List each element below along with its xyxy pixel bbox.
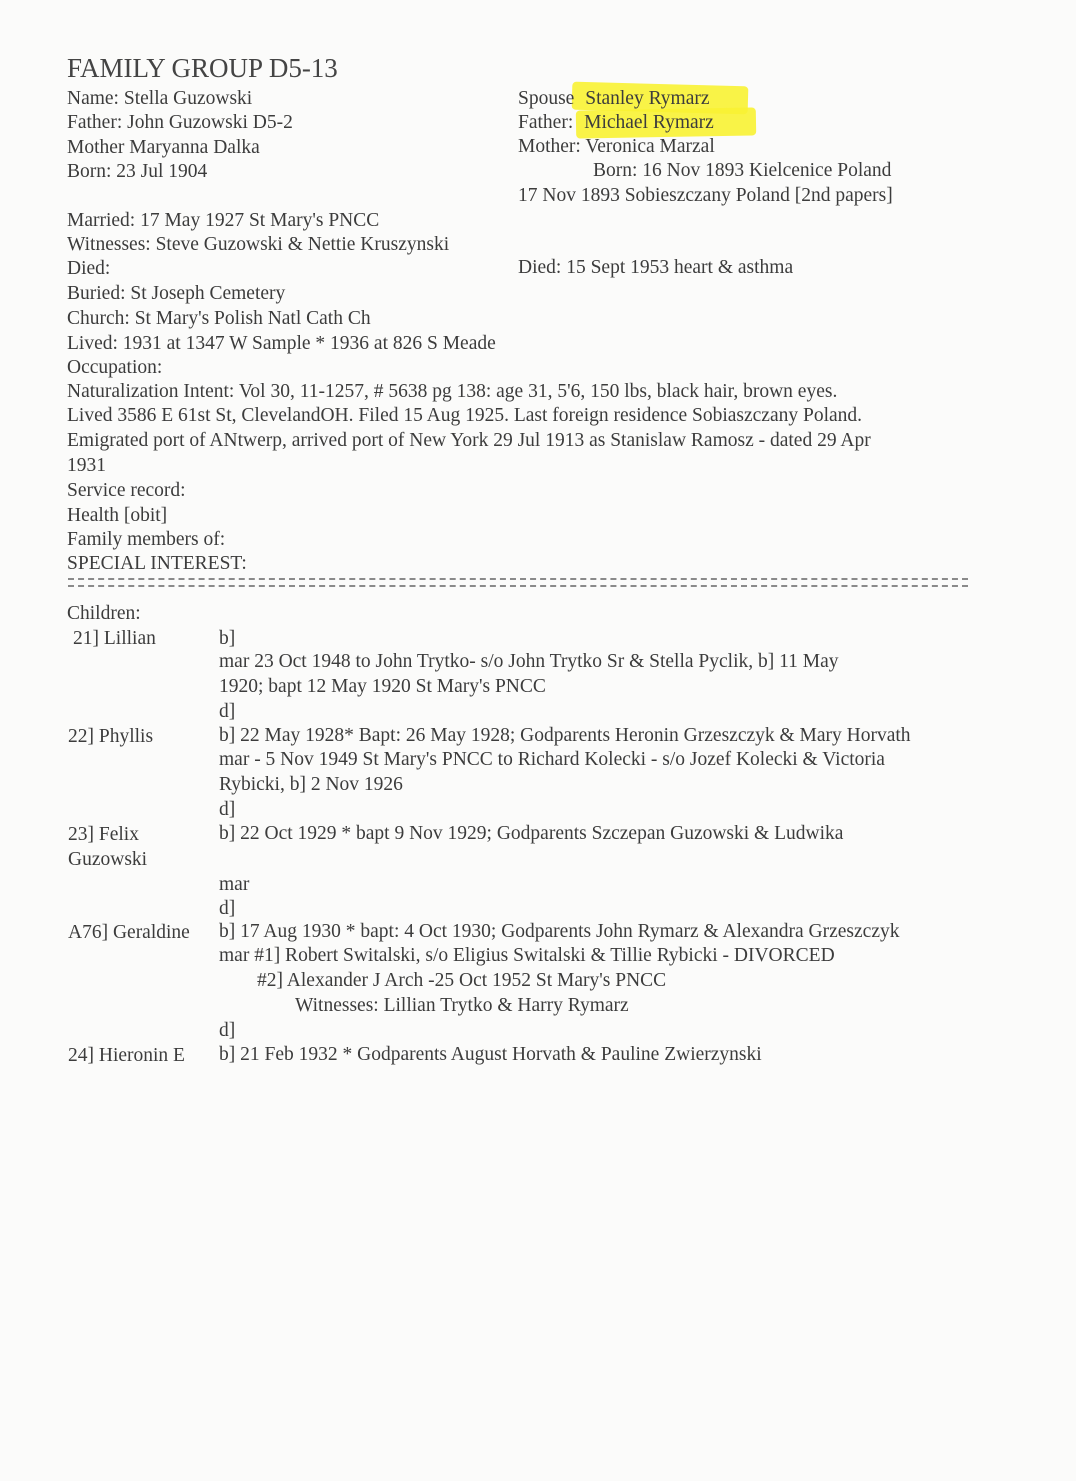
child-lillian-died: d] bbox=[219, 701, 236, 722]
child-felix-surname: Guzowski bbox=[68, 849, 148, 870]
service-record-line: Service record: bbox=[67, 480, 186, 501]
spouse-label: Spouse bbox=[518, 88, 575, 109]
born-line: Born: 23 Jul 1904 bbox=[67, 161, 208, 182]
church-line: Church: St Mary's Polish Natl Cath Ch bbox=[67, 308, 371, 329]
naturalization-line-3: Emigrated port of ANtwerp, arrived port of New York 29 Jul 1913 as Stanislaw Ramosz - dated 29 Apr bbox=[67, 430, 871, 451]
spouse-father-name: Michael Rymarz bbox=[584, 112, 714, 133]
witnesses-line: Witnesses: Steve Guzowski & Nettie Kruszynski bbox=[67, 234, 450, 255]
child-geraldine-married-2: #2] Alexander J Arch -25 Oct 1952 St Mary's PNCC bbox=[257, 970, 667, 991]
child-felix-married: mar bbox=[219, 874, 250, 895]
child-hieronin-born: b] 21 Feb 1932 * Godparents August Horvath & Pauline Zwierzynski bbox=[219, 1044, 762, 1065]
child-phyllis-died: d] bbox=[219, 799, 236, 820]
child-phyllis-married-2: Rybicki, b] 2 Nov 1926 bbox=[219, 774, 403, 795]
children-heading: Children: bbox=[67, 603, 141, 624]
lived-line: Lived: 1931 at 1347 W Sample * 1936 at 826 S Meade bbox=[67, 333, 496, 354]
died-line: Died: bbox=[67, 258, 111, 279]
married-line: Married: 17 May 1927 St Mary's PNCC bbox=[67, 210, 380, 231]
separator-rule bbox=[68, 578, 968, 592]
child-geraldine-married-1: mar #1] Robert Switalski, s/o Eligius Switalski & Tillie Rybicki - DIVORCED bbox=[219, 945, 835, 966]
spouse-born-2nd-line: 17 Nov 1893 Sobieszczany Poland [2nd papers] bbox=[518, 185, 893, 206]
child-lillian-married-2: 1920; bapt 12 May 1920 St Mary's PNCC bbox=[219, 676, 546, 697]
family-members-line: Family members of: bbox=[67, 529, 226, 550]
special-interest-line: SPECIAL INTEREST: bbox=[67, 553, 247, 574]
spouse-line bbox=[518, 87, 710, 111]
child-hieronin-name: 24] Hieronin E bbox=[68, 1045, 185, 1066]
child-geraldine-born: b] 17 Aug 1930 * bapt: 4 Oct 1930; Godparents John Rymarz & Alexandra Grzeszczyk bbox=[219, 921, 900, 942]
occupation-line: Occupation: bbox=[67, 357, 163, 378]
spouse-father-label: Father: bbox=[518, 112, 574, 133]
child-felix-name: 23] Felix bbox=[68, 824, 139, 845]
mother-line: Mother Maryanna Dalka bbox=[67, 137, 260, 158]
spouse-mother-line: Mother: Veronica Marzal bbox=[518, 136, 715, 157]
naturalization-line-1: Naturalization Intent: Vol 30, 11-1257, # 5638 pg 138: age 31, 5'6, 150 lbs, black hair, brown eyes. bbox=[67, 381, 838, 402]
buried-line: Buried: St Joseph Cemetery bbox=[67, 283, 286, 304]
father-line: Father: John Guzowski D5-2 bbox=[67, 112, 293, 133]
child-lillian-name: 21] Lillian bbox=[73, 628, 156, 649]
spouse-died-line: Died: 15 Sept 1953 heart & asthma bbox=[518, 257, 794, 278]
child-geraldine-witnesses: Witnesses: Lillian Trytko & Harry Rymarz bbox=[295, 995, 629, 1016]
child-lillian-married-1: mar 23 Oct 1948 to John Trytko- s/o John Trytko Sr & Stella Pyclik, b] 11 May bbox=[219, 651, 839, 672]
child-phyllis-married-1: mar - 5 Nov 1949 St Mary's PNCC to Richard Kolecki - s/o Jozef Kolecki & Victoria bbox=[219, 749, 885, 770]
child-phyllis-born: b] 22 May 1928* Bapt: 26 May 1928; Godparents Heronin Grzeszczyk & Mary Horvath bbox=[219, 725, 911, 746]
health-line: Health [obit] bbox=[67, 505, 168, 526]
spouse-name: Stanley Rymarz bbox=[585, 88, 710, 109]
child-geraldine-name: A76] Geraldine bbox=[68, 922, 190, 943]
page-title: FAMILY GROUP D5-13 bbox=[67, 53, 338, 83]
child-felix-born: b] 22 Oct 1929 * bapt 9 Nov 1929; Godparents Szczepan Guzowski & Ludwika bbox=[219, 823, 844, 844]
spouse-born-line: Born: 16 Nov 1893 Kielcenice Poland bbox=[593, 160, 892, 181]
naturalization-line-2: Lived 3586 E 61st St, ClevelandOH. Filed 15 Aug 1925. Last foreign residence Sobiaszczany Poland. bbox=[67, 405, 863, 426]
spouse-father-line bbox=[518, 111, 714, 135]
child-lillian-born: b] bbox=[219, 628, 236, 649]
child-geraldine-died: d] bbox=[219, 1020, 236, 1041]
child-felix-died: d] bbox=[219, 898, 236, 919]
naturalization-line-4: 1931 bbox=[67, 455, 106, 476]
name-line: Name: Stella Guzowski bbox=[67, 88, 253, 109]
child-phyllis-name: 22] Phyllis bbox=[68, 726, 154, 747]
